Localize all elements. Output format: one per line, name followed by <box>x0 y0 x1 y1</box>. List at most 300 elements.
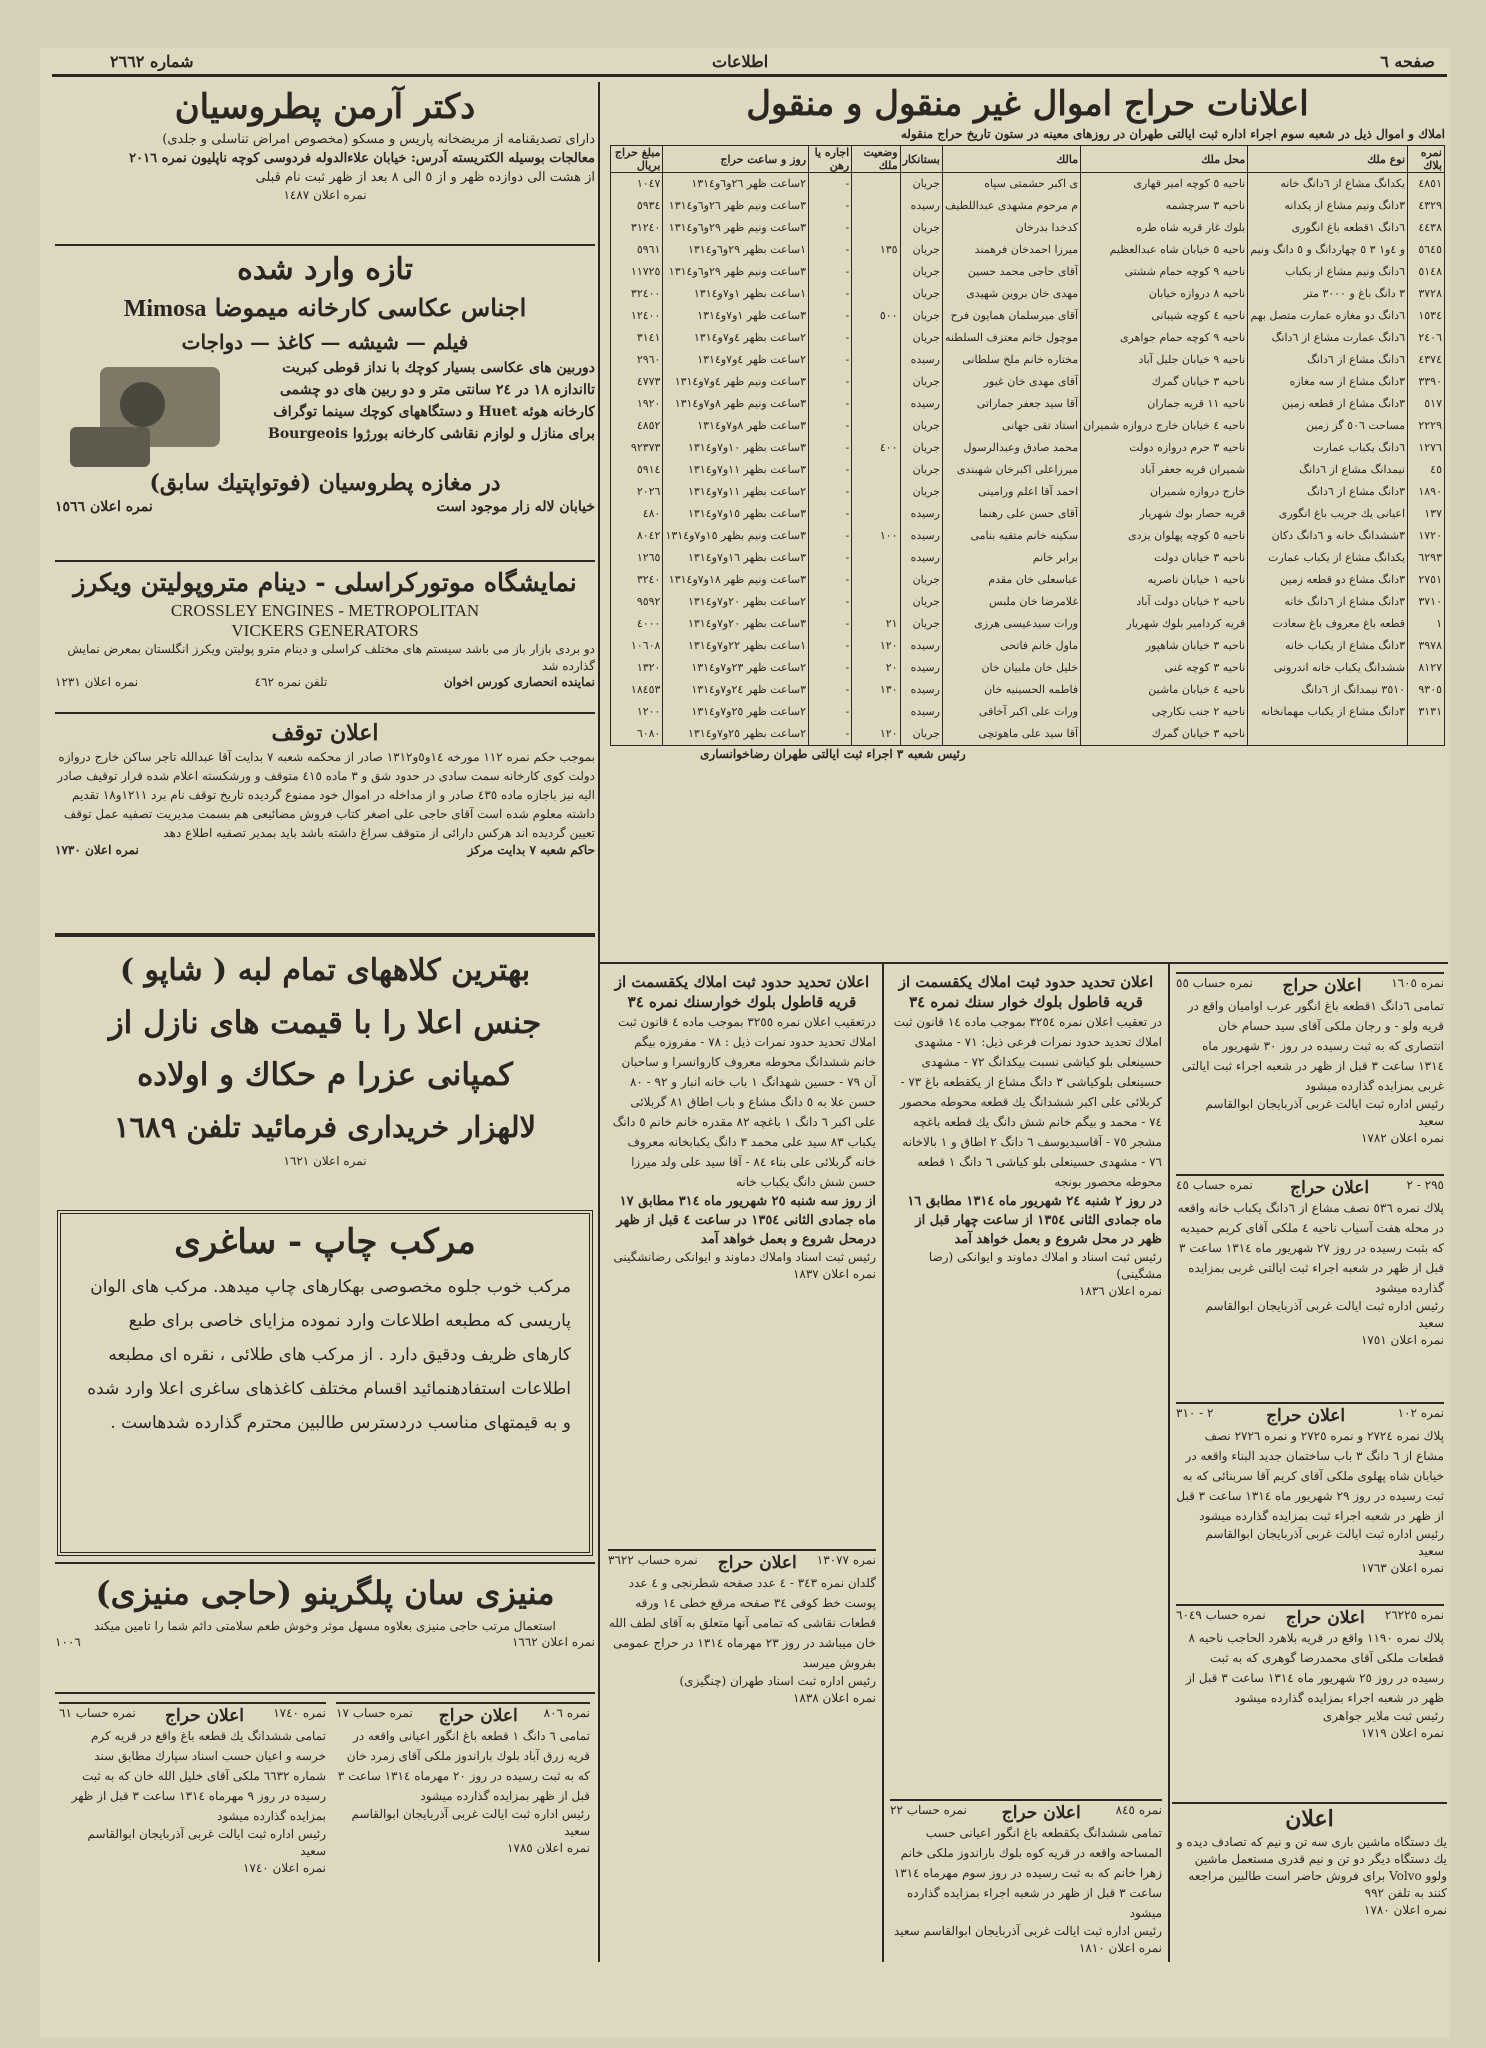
register-cell: ناحیه ٣ کوچه غنی <box>1081 657 1248 679</box>
register-cell: ناحیه ١ خیابان ناصریه <box>1081 569 1248 591</box>
register-cell: استاد تقی جهانی <box>942 415 1080 437</box>
register-cell: ناحیه ٩ کوچه حمام جواهری <box>1081 327 1248 349</box>
notice-body: در تعقیب اعلان نمره ٣٢٥٤ بموجب ماده ١٤ قانون ثبت املاك تحدید حدود نمرات فرعی ذیل: ٧١ - مشهدی حسینعلی بلو کیاشی نسبت بیکدانگ ٧٢ - مشهدی حسینعلی بلوکیاشی ٣ دانگ مشاع از یکقطعه باغ ٧٣ - کربلائی علی اکبر ششدانگ یك قطعه محوطه محصور ٧٤ - محمد و بیگم خانم شش دانگ یك قطعه باغچه مشجر ٧٥ - آقاسیدیوسف ٦ دانگ ٢ اطاق و ١ بالاخانه ٧٦ - مشهدی حسینعلی بلو کیاشی ٦ دانگ ١ قطعه محوطه محصور بونجه <box>893 1015 1162 1189</box>
register-cell: رسیده <box>900 393 942 415</box>
register-cell <box>852 195 900 217</box>
notice-auction-right <box>1172 1398 1448 1596</box>
register-cell: - <box>809 305 852 327</box>
register-cell: - <box>809 635 852 657</box>
register-cell: ١ساعت بظهر ١و٧و١٣١٤ <box>663 283 809 305</box>
register-cell: ٣ساعت ظهر ٨و٧و١٣١٤ <box>663 415 809 437</box>
masthead <box>52 52 1447 77</box>
notice-footer: رئیس اداره ثبت ایالت غربی آذربایجان ابوالقاسم سعید <box>1205 1299 1444 1330</box>
register-cell: ١٠٠ <box>852 525 900 547</box>
register-cell: ٣ساعت بظهر ١٦و٧و١٣١٤ <box>663 547 809 569</box>
menizi-code: ١٠٠٦ <box>55 1635 81 1649</box>
register-cell: - <box>809 261 852 283</box>
register-cell <box>852 349 900 371</box>
register-cell: ٣ساعت بظهر ١٥و٧و١٣١٤ <box>663 503 809 525</box>
register-cell: ١٣٠ <box>852 679 900 701</box>
engines-agent: نماینده انحصاری کورس اخوان <box>443 675 595 689</box>
register-cell: جریان <box>900 591 942 613</box>
register-cell: ٣ساعت ونیم ظهر ٤و٧و١٣١٤ <box>663 371 809 393</box>
register-cell: ٢٠٢٦ <box>611 481 663 503</box>
notice-number: نمره ٨٤٥ <box>1115 1803 1162 1817</box>
register-cell: ٤٣٧٤ <box>1408 349 1445 371</box>
notice-ref: نمره اعلان ١٨٣٧ <box>792 1267 876 1281</box>
ad-camera <box>55 250 595 560</box>
ad-hats <box>55 945 595 1195</box>
register-cell <box>852 327 900 349</box>
register-row <box>611 415 1445 437</box>
stop-body: بموجب حکم نمره ١١٢ مورخه ١٤و٥و١٣١٢ صادر از محکمه شعبه ٧ بدایت آقا عبدالله تاجر ساکن خارج دروازه دولت کوی کارخانه سمت سادی در حدود شق و ٣ ماده ٤١٥ متوقف و ورشکسته اعلام شده قرار توقیف صادر الیه نیز باجازه ماده ٤٣٥ صادر و از مداخله در اموال خود ممنوع گردیده تاریخ توقف نام برد ١٢١١و١٨ تقدیم داشته معلوم شده است آقای حاجی علی اصغر کتاب فروش مضائیعی هم بسمت مدیریت تصفیه عمل توقف تعیین گردیده اند هرکس دارائی از متوقف سراغ داشته باشد باید بمدیر تصفیه اطلاع دهد <box>57 750 595 840</box>
register-cell: ٣ساعت بظهر ١١و٧و١٣١٤ <box>663 459 809 481</box>
register-cell: ١٢٠ <box>852 635 900 657</box>
register-row <box>611 701 1445 723</box>
register-cell: ناحیه ٣ خیابان دولت <box>1081 547 1248 569</box>
notice-footer: رئیس اداره ثبت ایالت غربی آذربایجان ابوالقاسم سعید <box>893 1924 1162 1938</box>
register-cell: ورات علی اکبر آخاقی <box>942 701 1080 723</box>
engines-phone: تلفن نمره ٤٦٢ <box>254 675 328 689</box>
notice-date: در روز ٢ شنبه ٢٤ شهریور ماه ١٣١٤ مطابق ١٦ ماه جمادی الثانی ١٣٥٤ از ساعت چهار قبل از ظهر در محل شروع و بعمل خواهد آمد <box>907 1194 1162 1247</box>
notice-account: نمره حساب ٦٠٤٩ <box>1176 1608 1266 1622</box>
register-cell: - <box>809 613 852 635</box>
register-cell: قریه حصار بوك شهریار <box>1081 503 1248 525</box>
register-cell: ٥٩٣٤ <box>611 195 663 217</box>
register-cell: ماول خانم فاتحی <box>942 635 1080 657</box>
register-cell: ٦دانگ دو مغازه عمارت متصل بهم <box>1248 305 1408 327</box>
register-row <box>611 525 1445 547</box>
engines-latin1: CROSSLEY ENGINES - METROPOLITAN <box>170 601 480 620</box>
register-cell: رسیده <box>900 657 942 679</box>
register-cell: - <box>809 657 852 679</box>
register-cell: خلیل خان ملبیان خان <box>942 657 1080 679</box>
register-cell: ٣دانگ مشاع از یکباب خانه <box>1248 635 1408 657</box>
register-cell: عباسعلی خان مقدم <box>942 569 1080 591</box>
register-cell: ٥٩١٤ <box>611 459 663 481</box>
register-cell: جریان <box>900 723 942 745</box>
register-cell: میرزا احمدخان فرهمند <box>942 239 1080 261</box>
register-cell: ٩٢٣٧٣ <box>611 437 663 459</box>
register-column-header: نمره بلاك <box>1408 146 1445 173</box>
register-cell: م مرحوم مشهدی عبداللطیف <box>942 195 1080 217</box>
notice-number: نمره ١٣٠٧٧ <box>816 1553 876 1567</box>
notice-title: اعلان حراج <box>717 1553 797 1573</box>
register-cell: ١٠٦٠٨ <box>611 635 663 657</box>
register-cell: - <box>809 415 852 437</box>
register-cell: - <box>809 701 852 723</box>
register-cell: جریان <box>900 261 942 283</box>
notice-body: تمامی ششدانگ یکقطعه باغ انگور اعیانی حسب المساحه واقعه در قریه کوه بلوك باراندوز ملکی خانم زهرا خانم که به ثبت رسیده در روز سوم مهرماه ١٣١٤ ساعت ٣ قبل از ظهر در شعبه اجراء بمزایده گذارده میشود <box>893 1826 1162 1920</box>
ad-stop <box>55 718 595 928</box>
register-cell: جریان <box>900 239 942 261</box>
register-column-header: نوع ملك <box>1248 146 1408 173</box>
register-cell: ٢٢٢٩ <box>1408 415 1445 437</box>
register-cell: ٢٠ <box>852 657 900 679</box>
register-row <box>611 261 1445 283</box>
register-cell: رسیده <box>900 349 942 371</box>
register-cell: ٢ساعت بظهر ١١و٧و١٣١٤ <box>663 481 809 503</box>
register-cell: ١٢٧٦ <box>1408 437 1445 459</box>
notice-title: اعلان حراج <box>438 1706 518 1726</box>
register-column-header: مالك <box>942 146 1080 173</box>
stop-title: اعلان توقف <box>271 720 379 746</box>
register-cell: و ٤و١ ٣ ٥ چهاردانگ و ٥ دانگ ونیم <box>1248 239 1408 261</box>
register-cell: قریه کردامیر بلوك شهریار <box>1081 613 1248 635</box>
register-cell <box>852 173 900 196</box>
register-cell: ٥٦٤٥ <box>1408 239 1445 261</box>
register-cell: ٣ساعت ظهر ١و٧و١٣١٤ <box>663 305 809 327</box>
notice-footer: رئیس ثبت اسناد و املاك دماوند و ایوانکی (رضا مشگینی) <box>928 1250 1162 1281</box>
notice-footer: رئیس اداره ثبت ایالت غربی آذربایجان ابوالقاسم سعید <box>351 1807 590 1838</box>
register-cell: جریان <box>900 459 942 481</box>
register-cell: آقا سید علی ماهوتچی <box>942 723 1080 745</box>
register-cell: ٤٧٧٣ <box>611 371 663 393</box>
register-cell: ٨٠٤٢ <box>611 525 663 547</box>
register-cell: ٥٩٦١ <box>611 239 663 261</box>
register-cell: ٥١٧ <box>1408 393 1445 415</box>
notice-auction-bottom <box>332 1698 594 1953</box>
notice-ref: نمره اعلان ١٧٦٣ <box>1360 1561 1444 1575</box>
register-cell: برابر خانم <box>942 547 1080 569</box>
register-cell: ناحیه ٩ کوچه حمام ششتی <box>1081 261 1248 283</box>
register-cell: ناحیه ٢ جنب نکارچی <box>1081 701 1248 723</box>
register-cell <box>1248 723 1408 745</box>
register-cell: ٥١٤٨ <box>1408 261 1445 283</box>
register-row <box>611 349 1445 371</box>
register-cell <box>852 459 900 481</box>
register-cell <box>852 283 900 305</box>
register-row <box>611 547 1445 569</box>
register-cell: مساحت ٥٠٦ گز زمین <box>1248 415 1408 437</box>
notice-title: اعلان تحدید حدود ثبت املاك یکقسمت از قریه قاطول بلوك خوار سنك نمره ٣٤ <box>898 973 1154 1011</box>
register-cell: ناحیه ٨ دروازه خیابان <box>1081 283 1248 305</box>
notice-footer: رئیس اداره ثبت ایالت غربی آذربایجان ابوالقاسم سعید <box>1205 1527 1444 1558</box>
camera-brand: Mimosa <box>123 296 207 322</box>
register-cell: ٢ساعت ظهر ٤و٧و١٣١٤ <box>663 349 809 371</box>
register-cell: - <box>809 239 852 261</box>
notice-account: نمره حساب ٣٦٢٢ <box>608 1553 698 1567</box>
register-cell: احمد آقا اعلم ورامینی <box>942 481 1080 503</box>
register-column-header: روز و ساعت حراج <box>663 146 809 173</box>
register-table <box>610 145 1445 745</box>
register-cell: کدخدا بدرخان <box>942 217 1080 239</box>
register-cell: آقای میرسلمان همایون فرح <box>942 305 1080 327</box>
notice-account: نمره حساب ٦١ <box>59 1706 136 1720</box>
register-cell <box>1408 723 1445 745</box>
register-cell: فاطمه الحسینیه خان <box>942 679 1080 701</box>
notice-number: نمره ٢٦٢٢٥ <box>1384 1608 1444 1622</box>
register-cell: ٣ششدانگ خانه و ٦دانگ دکان <box>1248 525 1408 547</box>
register-cell: ٣٥١٠ نیمدانگ از ٦دانگ <box>1248 679 1408 701</box>
register-cell: ٢ساعت بظهر ٤و٧و١٣١٤ <box>663 327 809 349</box>
volvo-notice: نمره اعلان ١٧٨٠ <box>1363 1903 1447 1917</box>
register-cell: ناحیه ٩ خیابان جلیل آباد <box>1081 349 1248 371</box>
register-column-header: وضعیت ملك <box>852 146 900 173</box>
register-cell: ناحیه ٣ خیابان گمرك <box>1081 723 1248 745</box>
register-footer: رئیس شعبه ٣ اجراء ثبت ایالتی طهران رضاخوانساری <box>610 745 1445 763</box>
register-cell <box>852 481 900 503</box>
ad-menizi <box>55 1568 595 1678</box>
register-cell: ٣ساعت بظهر ١٠و٧و١٣١٤ <box>663 437 809 459</box>
register-cell: - <box>809 371 852 393</box>
register-cell: یکدانگ مشاع از یکباب عمارت <box>1248 547 1408 569</box>
register-cell: جریان <box>900 481 942 503</box>
register-cell: ٣٢٤٠ <box>611 569 663 591</box>
register-cell: - <box>809 195 852 217</box>
menizi-body: استعمال مرتب حاجی منیزی بعلاوه مسهل موثر وخوش طعم سلامتی دائم شما را تامین میکند <box>94 1619 556 1633</box>
register-row <box>611 459 1445 481</box>
camera-line2: فیلم — شیشه — کاغذ — دواجات <box>181 330 469 354</box>
register-cell: ٤٤٣٨ <box>1408 217 1445 239</box>
register-cell: ناحیه ٤ کوچه شیبانی <box>1081 305 1248 327</box>
register-cell: جریان <box>900 569 942 591</box>
register-cell: ١٢٠٠ <box>611 701 663 723</box>
notice-account: نمره حساب ٥٥ <box>1176 976 1253 990</box>
register-cell: - <box>809 459 852 481</box>
register-cell: - <box>809 569 852 591</box>
register-cell: اعیانی یك جریب باغ انگوری <box>1248 503 1408 525</box>
register-cell: ناحیه ٣ حرم دروازه دولت <box>1081 437 1248 459</box>
notice-body: پلاك نمره ٢٧٢٤ و نمره ٢٧٢٥ و نمره ٢٧٢٦ نصف مشاع از ٦ دانگ ٣ باب ساختمان جدید البناء واقعه در خیابان شاه پهلوی ملکی آقای کریم آقا سربنائی که به ثبت رسیده در روز ٢٩ شهریور ماه ١٣١٤ ساعت ٣ قبل از ظهر در شعبه اجراء ثبت بمزایده گذارده میشود <box>1176 1429 1444 1523</box>
register-cell: ١٠٤٧ <box>611 173 663 196</box>
register-row <box>611 327 1445 349</box>
register-cell: ٢٩٦٠ <box>611 349 663 371</box>
register-cell: - <box>809 393 852 415</box>
register-intro: املاك و اموال ذیل در شعبه سوم اجراء اداره ثبت ایالتی طهران در روزهای معینه در ستون تاریخ حراج منقوله <box>900 127 1445 141</box>
stop-court: حاکم شعبه ٧ بدایت مرکز <box>467 843 595 857</box>
register-cell: ١٨٤٥٣ <box>611 679 663 701</box>
register-cell: رسیده <box>900 503 942 525</box>
register-cell: - <box>809 547 852 569</box>
register-row <box>611 657 1445 679</box>
register-cell: ٣٩٧٨ <box>1408 635 1445 657</box>
register-cell: یکدانگ مشاع از ٦دانگ خانه <box>1248 173 1408 196</box>
register-cell: ٣ساعت ونیم ظهر ١٨و٧و١٣١٤ <box>663 569 809 591</box>
auction-register <box>610 82 1445 962</box>
register-title: اعلانات حراج اموال غیر منقول و منقول <box>746 84 1309 124</box>
notice-ref: نمره اعلان ١٧١٩ <box>1360 1726 1444 1740</box>
register-cell: ٦دانگ یکباب عمارت <box>1248 437 1408 459</box>
volvo-body: یك دستگاه ماشین باری سه تن و نیم که تصادف دیده و یك دستگاه دیگر دو تن و نیم قدری مستعمل ماشین ولوو Volvo برای فروش حاضر است طالبین مراجعه کنند به تلفن ٩٩٢ <box>1176 1835 1447 1900</box>
camera-shop: در مغازه پطروسیان (فوتواپتیك سابق) <box>149 470 501 496</box>
engines-title: نمایشگاه موتورکراسلی - دینام متروپولیتن ویکرز <box>73 568 577 597</box>
register-cell: جریان <box>900 173 942 196</box>
register-cell: ٣٧٢٨ <box>1408 283 1445 305</box>
camera-notice: نمره اعلان ١٥٦٦ <box>55 499 153 515</box>
notice-account: ٢ - ٣١٠ <box>1176 1406 1214 1420</box>
register-cell: ٣دانگ مشاع از قطعه زمین <box>1248 393 1408 415</box>
register-cell: ٣دانگ ونیم مشاع از یکدانه <box>1248 195 1408 217</box>
register-cell: ٢٧٥١ <box>1408 569 1445 591</box>
register-cell: - <box>809 503 852 525</box>
notice-number: ٢٩٥ - ٢ <box>1406 1178 1444 1192</box>
register-cell: مهدی خان بروین شهیدی <box>942 283 1080 305</box>
register-cell: ٦٢٩٣ <box>1408 547 1445 569</box>
register-cell: ٤٣٢٩ <box>1408 195 1445 217</box>
register-row <box>611 195 1445 217</box>
notice-boundary-2 <box>886 968 1166 1788</box>
register-cell: آقای حسن علی رهنما <box>942 503 1080 525</box>
register-cell: ٩٣٠٥ <box>1408 679 1445 701</box>
register-cell: ٢ساعت ظهر ٢٣و٧و١٣١٤ <box>663 657 809 679</box>
register-cell: ١٣٢٠ <box>611 657 663 679</box>
register-cell: ٦دانگ ١قطعه باغ انگوری <box>1248 217 1408 239</box>
ink-title: مرکب چاپ - ساغری <box>174 1222 476 1262</box>
notice-footer: رئیس ثبت اسناد واملاك دماوند و ایوانکی رضانشگینی <box>613 1250 876 1264</box>
register-cell: ٣ساعت ونیم ظهر ٢٦و٦و١٣١٤ <box>663 195 809 217</box>
register-cell: نیمدانگ مشاع از ٦دانگ <box>1248 459 1408 481</box>
register-cell: ٣ساعت بظهر ٢٠و٧و١٣١٤ <box>663 613 809 635</box>
register-row <box>611 635 1445 657</box>
register-cell: ١٣٥ <box>852 239 900 261</box>
register-cell: ٦٠٨٠ <box>611 723 663 745</box>
register-cell: ٥٠٠ <box>852 305 900 327</box>
register-cell: ٢ساعت ظهر ٢٦و٦و١٣١٤ <box>663 173 809 196</box>
notice-title: اعلان حراج <box>1282 976 1362 996</box>
newspaper-name: اطلاعات <box>712 52 769 71</box>
register-cell: ٣ساعت ونیم ظهر ٨و٧و١٣١٤ <box>663 393 809 415</box>
ad-engines <box>55 565 595 705</box>
register-column-header: بستانكار <box>900 146 942 173</box>
ink-body: مرکب خوب جلوه مخصوصی بهکارهای چاپ میدهد. مرکب های الوان پاریسی که مطبعه اطلاعات وارد نموده مزایای خاصی برای طبع کارهای ظریف ودقیق دارد . از مرکب های طلائی ، نقره ای مطبعه اطلاعات استفادهنمائید اقسام مختلف کاغذهای ساغری اعلا وارد شده و به قیمتهای مناسب دردسترس طالبین محترم گذارده شدهاست . <box>87 1277 571 1433</box>
register-cell: جریان <box>900 327 942 349</box>
register-cell <box>852 569 900 591</box>
notice-ref: نمره اعلان ١٧٤٠ <box>242 1861 326 1875</box>
register-row <box>611 569 1445 591</box>
register-cell: ٣دانگ مشاع از یکباب مهمانخانه <box>1248 701 1408 723</box>
register-cell: ١ساعت بظهر ٢٢و٧و١٣١٤ <box>663 635 809 657</box>
register-cell: - <box>809 525 852 547</box>
hats-line2: جنس اعلا را با قیمت های نازل از <box>108 1005 542 1041</box>
register-cell: محمد صادق وعبدالرسول <box>942 437 1080 459</box>
register-row <box>611 481 1445 503</box>
register-row <box>611 173 1445 196</box>
register-cell: جریان <box>900 371 942 393</box>
ad-ink <box>57 1210 593 1556</box>
register-cell: - <box>809 349 852 371</box>
register-cell: رسیده <box>900 679 942 701</box>
register-row <box>611 305 1445 327</box>
issue-number: شماره ٢٦٦٢ <box>110 52 194 71</box>
notice-ref: نمره اعلان ١٨٣٦ <box>1078 1284 1162 1298</box>
notice-body: گلدان نمره ٣٤٣ - ٤ عدد صفحه شطرنجی و ٤ عدد پوست خط کوفی ٣٤ صفحه مرقع خطی ١٤ ورقه قطعات نقاشی که تمامی آنها متعلق به آقای لطف الله خان میباشد در روز ٢٣ مهرماه ١٣١٤ در حراج عمومی بفروش میرسد <box>608 1576 876 1670</box>
menizi-title: منیزی سان پلگرینو (حاجی منیزی) <box>95 1574 555 1612</box>
register-cell: - <box>809 591 852 613</box>
register-cell <box>852 547 900 569</box>
register-cell: جریان <box>900 305 942 327</box>
register-cell: - <box>809 217 852 239</box>
register-cell: ناحیه ٣ سرچشمه <box>1081 195 1248 217</box>
register-cell: خارج دروازه شمیران <box>1081 481 1248 503</box>
notice-body: پلاك نمره ٥٣٦ نصف مشاع از ٦دانگ یکباب خانه واقعه در محله هفت آسیاب ناحیه ٤ ملکی آقای کریم حمیدیه که بثبت رسیده در روز ٢٧ شهریور ماه ١٣١٤ ساعت ٣ قبل از ظهر در شعبه اجراء ثبت ایالتی غربی بمزایده گذارده میشود <box>1177 1201 1444 1295</box>
register-cell: ٢ساعت بظهر ٢٠و٧و١٣١٤ <box>663 591 809 613</box>
register-cell: ١٢٠ <box>852 723 900 745</box>
register-cell <box>852 217 900 239</box>
camera-line1: اجناس عکاسی کارخانه میموضا <box>214 293 527 322</box>
register-cell: ٣ساعت ونیم بظهر ١٥و٧و١٣١٤ <box>663 525 809 547</box>
register-cell: ٢ساعت ظهر ٢٥و٧و١٣١٤ <box>663 701 809 723</box>
notice-auction-right <box>1172 1170 1448 1394</box>
notice-body: تمامی ٦دانگ ١قطعه باغ انگور عرب اوامیان واقع در قریه ولو - و رجان ملکی آقای سید حسام خان انتصاری که به ثبت رسیده در روز ٣٠ شهریور ماه ١٣١٤ ساعت ٣ قبل از ظهر در شعبه اجراء ثبت ایالتی غربی بمزایده گذارده میشود <box>1181 999 1444 1093</box>
engines-latin2: VICKERS GENERATORS <box>231 621 419 640</box>
register-row <box>611 217 1445 239</box>
notice-boundary-1 <box>604 968 880 1538</box>
doctor-line3: از هشت الی دوازده ظهر و از ٥ الی ٨ بعد از ظهر ثبت نام قبلی <box>255 170 595 185</box>
notice-auction-bottom <box>886 1795 1166 1955</box>
register-cell: ١٩٢٠ <box>611 393 663 415</box>
register-cell: ناحیه ٤ خیابان خارج دروازه شمیران <box>1081 415 1248 437</box>
register-row <box>611 371 1445 393</box>
ad-volvo <box>1172 1802 1447 1954</box>
register-cell: ٣دانگ مشاع از ٦دانگ خانه <box>1248 591 1408 613</box>
register-row <box>611 723 1445 745</box>
register-cell: ششدانگ یکباب خانه اندرونی <box>1248 657 1408 679</box>
doctor-title: دکتر آرمن پطروسیان <box>174 87 476 127</box>
register-cell: - <box>809 327 852 349</box>
register-cell: رسیده <box>900 547 942 569</box>
stop-notice: نمره اعلان ١٧٣٠ <box>55 843 139 857</box>
register-cell: - <box>809 679 852 701</box>
register-cell: ناحیه ٥ خیابان شاه عبدالعظیم <box>1081 239 1248 261</box>
register-cell: ٣ساعت ونیم ظهر ٢٩و٦و١٣١٤ <box>663 261 809 283</box>
camera-street: خیابان لاله زار موجود است <box>436 499 595 515</box>
notice-footer: رئیس اداره ثبت ایالت غربی آذربایجان ابوالقاسم سعید <box>87 1827 326 1858</box>
notice-auction-bottom <box>55 1698 330 1953</box>
register-cell: - <box>809 173 852 196</box>
register-cell: ٨١٢٧ <box>1408 657 1445 679</box>
notice-footer: رئیس ثبت ملایر جواهری <box>1322 1709 1444 1723</box>
notice-auction-right <box>1172 968 1448 1166</box>
engines-desc: دو بردی بازار باز می باشد سیستم های مختلف کراسلی و دینام مترو پولیتن ویکرز انگلستان بمعرض نمایش گذارده شد <box>67 642 595 673</box>
register-cell: ٣دانگ مشاع از سه مغازه <box>1248 371 1408 393</box>
notice-title: اعلان تحدید حدود ثبت املاك یکقسمت از قریه قاطول بلوك خوارسنك نمره ٣٤ <box>614 973 870 1011</box>
notice-body: تمامی ششدانگ یك قطعه باغ واقع در قریه کرم خرسه و اعیان حسب اسناد سپارك مطابق سند شماره ٦٦٣٢ ملکی آقای خلیل الله خان که به ثبت رسیده در روز ٩ مهرماه ١٣١٤ ساعت ٣ قبل از ظهر بمزایده گذارده میشود <box>71 1729 326 1823</box>
camera-title: تازه وارد شده <box>237 252 413 287</box>
register-cell: غلامرضا خان ملبس <box>942 591 1080 613</box>
notice-title: اعلان حراج <box>1266 1406 1346 1426</box>
register-cell: میرزاعلی اکبرخان شهبندی <box>942 459 1080 481</box>
register-cell: بلوك غار قریه شاه طره <box>1081 217 1248 239</box>
register-row <box>611 613 1445 635</box>
register-cell: ١ <box>1408 613 1445 635</box>
register-cell: ٩٥٩٢ <box>611 591 663 613</box>
notice-number: نمره ١٦٠٥ <box>1391 976 1444 990</box>
doctor-line1: دارای تصدیقنامه از مریضخانه پاریس و مسکو (مخصوص امراض تناسلی و جلدی) <box>162 132 595 147</box>
register-row <box>611 393 1445 415</box>
hats-line4: لالهزار خریداری فرمائید تلفن ١٦٨٩ <box>113 1110 537 1144</box>
register-row <box>611 679 1445 701</box>
register-cell: آقای مهدی خان غیور <box>942 371 1080 393</box>
register-cell: رسیده <box>900 635 942 657</box>
notice-body: تمامی ٦ دانگ ١ قطعه باغ انگور اعیانی واقعه در قریه زرق آباد بلوك باراندوز ملکی آقای زمرد خان که به ثبت رسیده در روز ٢٠ مهرماه ١٣١٤ ساعت ٣ قبل از ظهر بمزایده گذارده میشود <box>337 1729 590 1803</box>
register-cell: جریان <box>900 415 942 437</box>
register-cell: ٣ساعت ظهر ٢٤و٧و١٣١٤ <box>663 679 809 701</box>
engines-notice: نمره اعلان ١٢٣١ <box>55 675 139 689</box>
register-cell: جریان <box>900 613 942 635</box>
register-cell: رسیده <box>900 525 942 547</box>
register-cell: ١٨٩٠ <box>1408 481 1445 503</box>
register-cell: ناحیه ٤ خیابان ماشین <box>1081 679 1248 701</box>
register-cell <box>852 261 900 283</box>
ad-doctor <box>55 84 595 244</box>
register-row <box>611 283 1445 305</box>
notice-title: اعلان حراج <box>165 1706 244 1726</box>
register-cell: - <box>809 481 852 503</box>
register-row <box>611 239 1445 261</box>
register-cell: ٤٨٥١ <box>1408 173 1445 196</box>
register-cell: ٢١ <box>852 613 900 635</box>
